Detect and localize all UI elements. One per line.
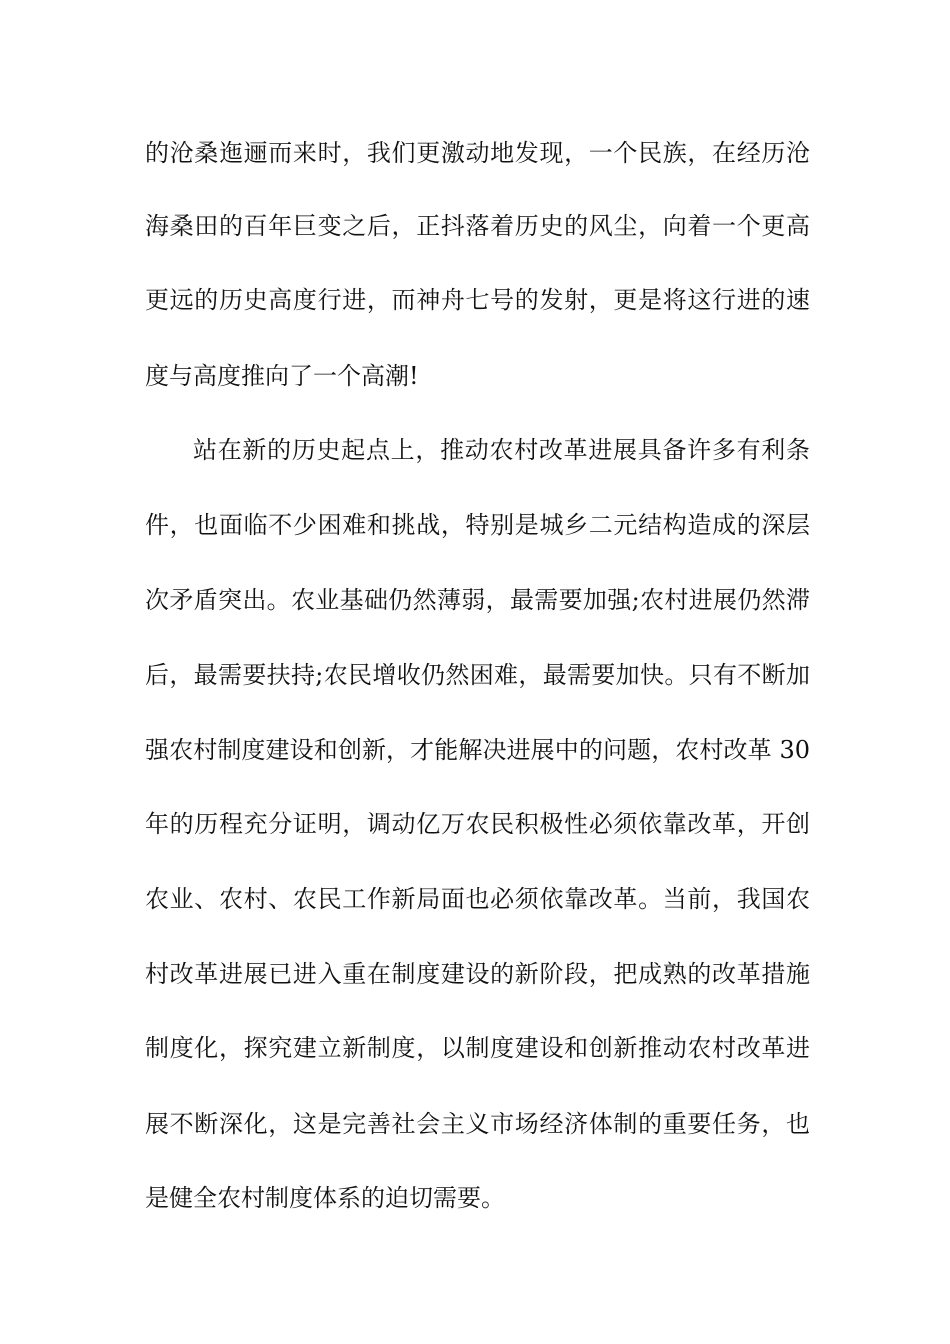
text-line: 件，也面临不少困难和挑战，特别是城乡二元结构造成的深层 bbox=[145, 511, 810, 539]
text-line: 海桑田的百年巨变之后，正抖落着历史的风尘，向着一个更高 bbox=[145, 212, 810, 240]
text-line: 是健全农村制度体系的迫切需要。 bbox=[145, 1184, 505, 1212]
text-line: 强农村制度建设和创新，才能解决进展中的问题，农村改革 30 bbox=[145, 736, 810, 764]
text-line: 的沧桑迤逦而来时，我们更激动地发现，一个民族，在经历沧 bbox=[145, 139, 810, 167]
text-line: 后，最需要扶持;农民增收仍然困难，最需要加快。只有不断加 bbox=[145, 661, 810, 689]
text-line: 村改革进展已进入重在制度建设的新阶段，把成熟的改革措施 bbox=[145, 960, 810, 988]
text-line: 度与高度推向了一个高潮! bbox=[145, 362, 419, 390]
text-line: 农业、农村、农民工作新局面也必须依靠改革。当前，我国农 bbox=[145, 885, 810, 913]
text-line: 年的历程充分证明，调动亿万农民积极性必须依靠改革，开创 bbox=[145, 810, 810, 838]
paragraph-first-line: 站在新的历史起点上，推动农村改革进展具备许多有利条 bbox=[193, 436, 810, 464]
text-line: 更远的历史高度行进，而神舟七号的发射，更是将这行进的速 bbox=[145, 286, 810, 314]
text-line: 制度化，探究建立新制度，以制度建设和创新推动农村改革进 bbox=[145, 1034, 810, 1062]
text-line: 展不断深化，这是完善社会主义市场经济体制的重要任务，也 bbox=[145, 1110, 810, 1138]
text-line: 次矛盾突出。农业基础仍然薄弱，最需要加强;农村进展仍然滞 bbox=[145, 586, 810, 614]
